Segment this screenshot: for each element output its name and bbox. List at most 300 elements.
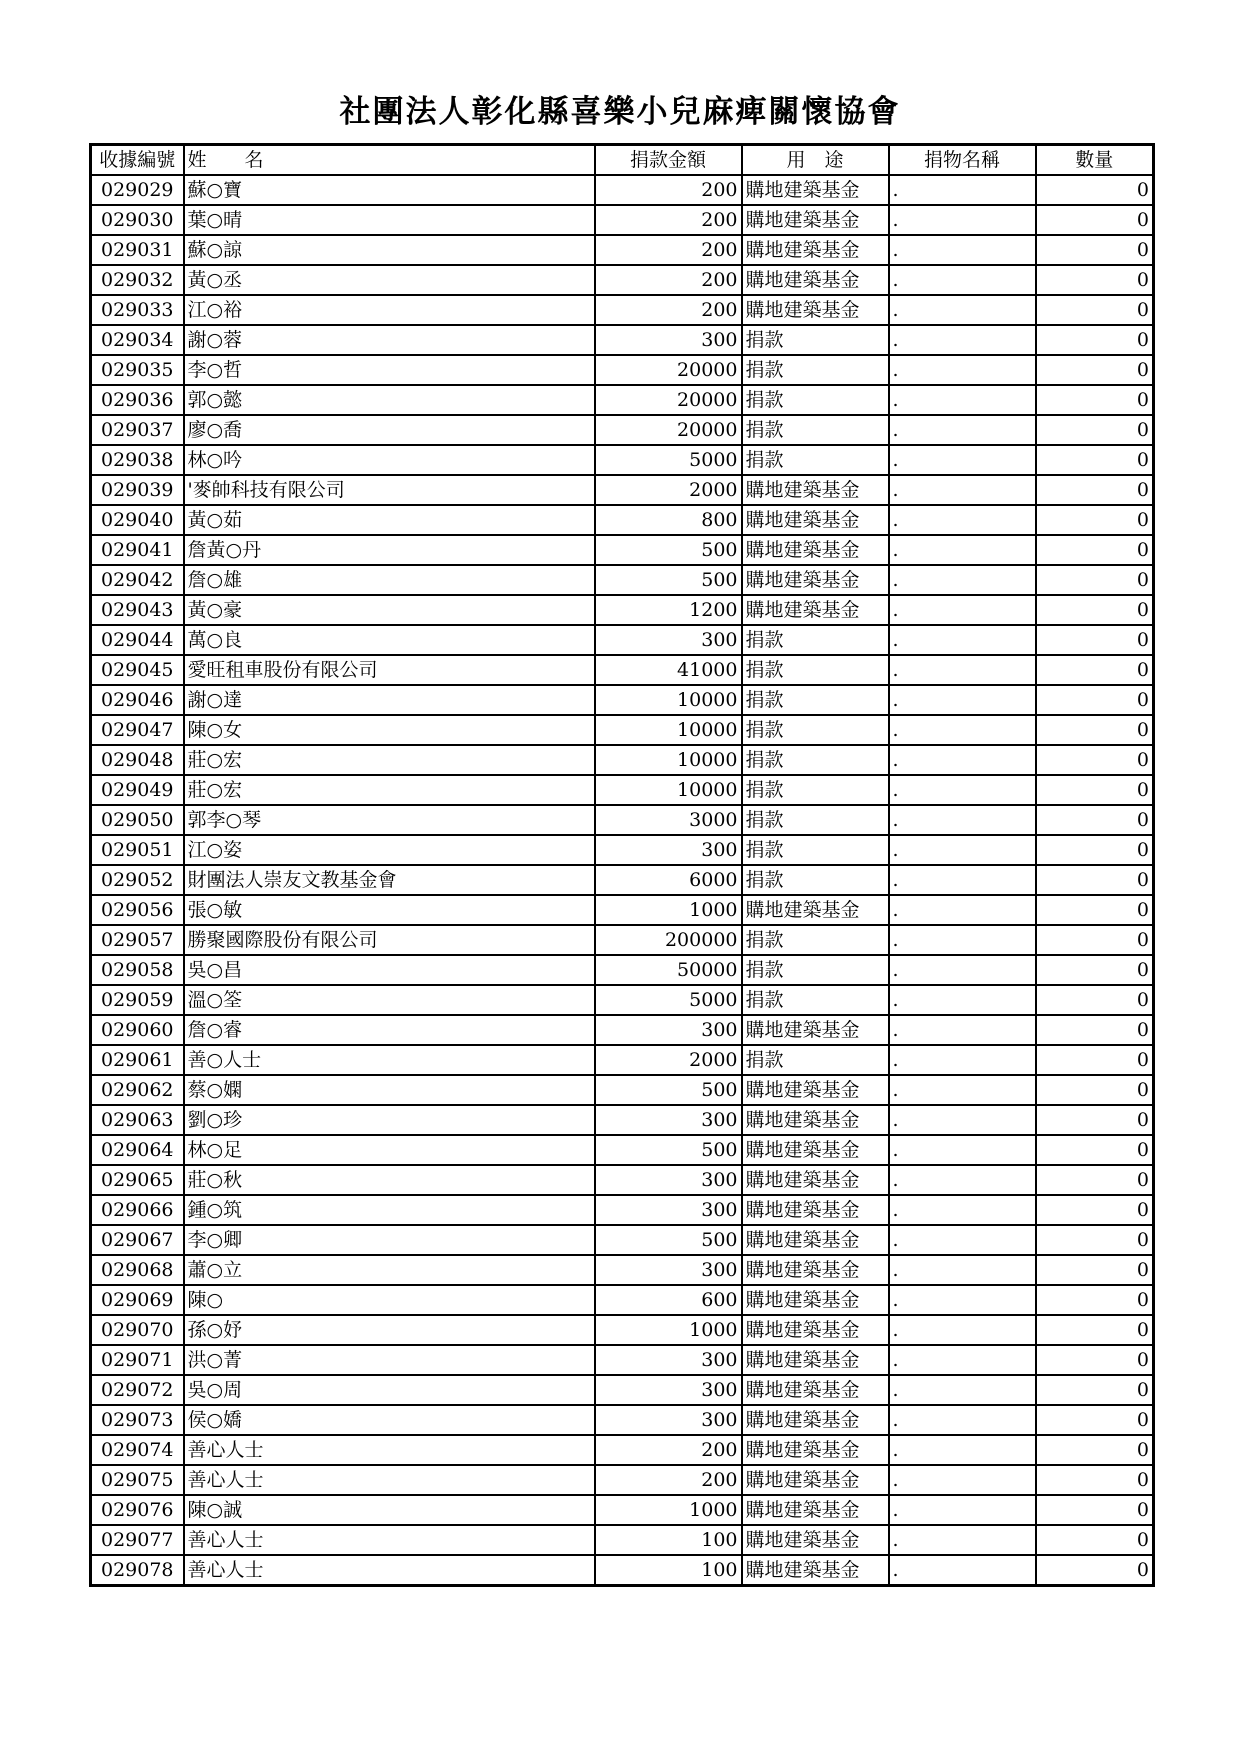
quantity-cell: 0 (1036, 805, 1154, 835)
page-title: 社團法人彰化縣喜樂小兒麻痺關懷協會 (339, 94, 901, 130)
donor-name-cell: 謝○達 (184, 685, 595, 715)
receipt-no-cell: 029039 (91, 475, 184, 505)
table-row (91, 655, 1154, 685)
donor-name-cell: 詹○睿 (184, 1015, 595, 1045)
donor-name-cell: 鍾○筑 (184, 1195, 595, 1225)
receipt-no-cell: 029066 (91, 1195, 184, 1225)
quantity-cell: 0 (1036, 295, 1154, 325)
amount-cell: 200000 (595, 925, 742, 955)
item-name-cell: . (889, 775, 1036, 805)
quantity-cell: 0 (1036, 985, 1154, 1015)
table-row (91, 1045, 1154, 1075)
quantity-cell: 0 (1036, 745, 1154, 775)
quantity-cell: 0 (1036, 835, 1154, 865)
item-name-cell: . (889, 1225, 1036, 1255)
quantity-cell: 0 (1036, 925, 1154, 955)
item-name-cell: . (889, 1345, 1036, 1375)
purpose-cell: 捐款 (742, 865, 889, 895)
quantity-cell: 0 (1036, 1285, 1154, 1315)
amount-cell: 10000 (595, 775, 742, 805)
amount-cell: 300 (595, 1375, 742, 1405)
item-name-cell: . (889, 595, 1036, 625)
receipt-no-cell: 029029 (91, 175, 184, 205)
purpose-cell: 購地建築基金 (742, 565, 889, 595)
table-row (91, 715, 1154, 745)
quantity-cell: 0 (1036, 1435, 1154, 1465)
donor-name-cell: 林○足 (184, 1135, 595, 1165)
item-name-cell: . (889, 985, 1036, 1015)
amount-cell: 300 (595, 835, 742, 865)
amount-cell: 500 (595, 1075, 742, 1105)
table-row (91, 1345, 1154, 1375)
receipt-no-cell: 029061 (91, 1045, 184, 1075)
receipt-no-cell: 029070 (91, 1315, 184, 1345)
purpose-cell: 捐款 (742, 955, 889, 985)
table-row (91, 775, 1154, 805)
donor-name-cell: 蕭○立 (184, 1255, 595, 1285)
purpose-cell: 購地建築基金 (742, 1345, 889, 1375)
item-name-cell: . (889, 295, 1036, 325)
table-row (91, 1195, 1154, 1225)
donor-name-cell: 黃○丞 (184, 265, 595, 295)
table-row (91, 1405, 1154, 1435)
purpose-cell: 捐款 (742, 415, 889, 445)
receipt-no-cell: 029031 (91, 235, 184, 265)
amount-cell: 1200 (595, 595, 742, 625)
amount-cell: 20000 (595, 415, 742, 445)
donor-name-cell: 蔡○嫻 (184, 1075, 595, 1105)
table-row (91, 415, 1154, 445)
receipt-no-cell: 029067 (91, 1225, 184, 1255)
quantity-cell: 0 (1036, 415, 1154, 445)
purpose-cell: 捐款 (742, 325, 889, 355)
header-receipt-no: 收據編號 (91, 145, 184, 176)
item-name-cell: . (889, 625, 1036, 655)
quantity-cell: 0 (1036, 1195, 1154, 1225)
donor-name-cell: 李○哲 (184, 355, 595, 385)
purpose-cell: 購地建築基金 (742, 595, 889, 625)
receipt-no-cell: 029072 (91, 1375, 184, 1405)
quantity-cell: 0 (1036, 865, 1154, 895)
donor-name-cell: 陳○女 (184, 715, 595, 745)
amount-cell: 3000 (595, 805, 742, 835)
quantity-cell: 0 (1036, 535, 1154, 565)
donor-name-cell: 勝聚國際股份有限公司 (184, 925, 595, 955)
purpose-cell: 捐款 (742, 925, 889, 955)
receipt-no-cell: 029033 (91, 295, 184, 325)
amount-cell: 500 (595, 1135, 742, 1165)
table-row (91, 925, 1154, 955)
receipt-no-cell: 029042 (91, 565, 184, 595)
purpose-cell: 購地建築基金 (742, 175, 889, 205)
item-name-cell: . (889, 715, 1036, 745)
purpose-cell: 捐款 (742, 685, 889, 715)
donor-name-cell: 江○裕 (184, 295, 595, 325)
purpose-cell: 購地建築基金 (742, 1375, 889, 1405)
amount-cell: 300 (595, 1105, 742, 1135)
donor-name-cell: 善心人士 (184, 1555, 595, 1586)
item-name-cell: . (889, 1285, 1036, 1315)
amount-cell: 2000 (595, 475, 742, 505)
purpose-cell: 捐款 (742, 625, 889, 655)
quantity-cell: 0 (1036, 235, 1154, 265)
quantity-cell: 0 (1036, 1555, 1154, 1586)
purpose-cell: 購地建築基金 (742, 1225, 889, 1255)
donor-name-cell: 陳○ (184, 1285, 595, 1315)
quantity-cell: 0 (1036, 325, 1154, 355)
amount-cell: 300 (595, 1345, 742, 1375)
purpose-cell: 捐款 (742, 745, 889, 775)
amount-cell: 1000 (595, 1315, 742, 1345)
quantity-cell: 0 (1036, 1105, 1154, 1135)
table-row (91, 1225, 1154, 1255)
purpose-cell: 購地建築基金 (742, 1135, 889, 1165)
table-row (91, 1495, 1154, 1525)
receipt-no-cell: 029036 (91, 385, 184, 415)
item-name-cell: . (889, 475, 1036, 505)
quantity-cell: 0 (1036, 595, 1154, 625)
purpose-cell: 購地建築基金 (742, 295, 889, 325)
donor-name-cell: 吳○周 (184, 1375, 595, 1405)
table-row (91, 235, 1154, 265)
quantity-cell: 0 (1036, 445, 1154, 475)
purpose-cell: 購地建築基金 (742, 1435, 889, 1465)
amount-cell: 10000 (595, 745, 742, 775)
quantity-cell: 0 (1036, 175, 1154, 205)
amount-cell: 20000 (595, 355, 742, 385)
amount-cell: 500 (595, 565, 742, 595)
item-name-cell: . (889, 745, 1036, 775)
item-name-cell: . (889, 1195, 1036, 1225)
item-name-cell: . (889, 265, 1036, 295)
table-row (91, 1375, 1154, 1405)
donor-name-cell: 蘇○諒 (184, 235, 595, 265)
amount-cell: 200 (595, 295, 742, 325)
quantity-cell: 0 (1036, 1015, 1154, 1045)
amount-cell: 2000 (595, 1045, 742, 1075)
amount-cell: 200 (595, 175, 742, 205)
purpose-cell: 捐款 (742, 445, 889, 475)
quantity-cell: 0 (1036, 355, 1154, 385)
donor-name-cell: 善心人士 (184, 1525, 595, 1555)
item-name-cell: . (889, 535, 1036, 565)
donor-name-cell: 善心人士 (184, 1465, 595, 1495)
receipt-no-cell: 029047 (91, 715, 184, 745)
donor-name-cell: 陳○誠 (184, 1495, 595, 1525)
donor-name-cell: 江○姿 (184, 835, 595, 865)
header-item-name: 捐物名稱 (889, 145, 1036, 176)
amount-cell: 5000 (595, 445, 742, 475)
purpose-cell: 購地建築基金 (742, 265, 889, 295)
item-name-cell: . (889, 895, 1036, 925)
table-row (91, 535, 1154, 565)
purpose-cell: 購地建築基金 (742, 1195, 889, 1225)
quantity-cell: 0 (1036, 385, 1154, 415)
table-row (91, 1315, 1154, 1345)
receipt-no-cell: 029049 (91, 775, 184, 805)
table-row (91, 505, 1154, 535)
quantity-cell: 0 (1036, 625, 1154, 655)
purpose-cell: 購地建築基金 (742, 895, 889, 925)
purpose-cell: 購地建築基金 (742, 1465, 889, 1495)
amount-cell: 300 (595, 1405, 742, 1435)
purpose-cell: 購地建築基金 (742, 1525, 889, 1555)
purpose-cell: 捐款 (742, 355, 889, 385)
quantity-cell: 0 (1036, 1345, 1154, 1375)
table-row (91, 175, 1154, 205)
donor-name-cell: 李○卿 (184, 1225, 595, 1255)
item-name-cell: . (889, 1405, 1036, 1435)
table-row (91, 835, 1154, 865)
quantity-cell: 0 (1036, 505, 1154, 535)
table-row (91, 355, 1154, 385)
table-row (91, 1255, 1154, 1285)
quantity-cell: 0 (1036, 565, 1154, 595)
table-row (91, 865, 1154, 895)
table-row (91, 295, 1154, 325)
table-row (91, 445, 1154, 475)
table-row (91, 1465, 1154, 1495)
table-row (91, 685, 1154, 715)
item-name-cell: . (889, 205, 1036, 235)
purpose-cell: 捐款 (742, 805, 889, 835)
receipt-no-cell: 029046 (91, 685, 184, 715)
item-name-cell: . (889, 385, 1036, 415)
receipt-no-cell: 029060 (91, 1015, 184, 1045)
quantity-cell: 0 (1036, 655, 1154, 685)
donor-name-cell: 林○吟 (184, 445, 595, 475)
receipt-no-cell: 029063 (91, 1105, 184, 1135)
receipt-no-cell: 029074 (91, 1435, 184, 1465)
purpose-cell: 捐款 (742, 985, 889, 1015)
receipt-no-cell: 029062 (91, 1075, 184, 1105)
receipt-no-cell: 029035 (91, 355, 184, 385)
donor-name-cell: 葉○晴 (184, 205, 595, 235)
table-row (91, 625, 1154, 655)
donor-name-cell: 郭○懿 (184, 385, 595, 415)
donor-name-cell: 郭李○琴 (184, 805, 595, 835)
purpose-cell: 捐款 (742, 1045, 889, 1075)
item-name-cell: . (889, 175, 1036, 205)
receipt-no-cell: 029064 (91, 1135, 184, 1165)
table-row (91, 895, 1154, 925)
item-name-cell: . (889, 235, 1036, 265)
table-row (91, 1525, 1154, 1555)
receipt-no-cell: 029065 (91, 1165, 184, 1195)
item-name-cell: . (889, 1525, 1036, 1555)
amount-cell: 200 (595, 1465, 742, 1495)
quantity-cell: 0 (1036, 955, 1154, 985)
receipt-no-cell: 029068 (91, 1255, 184, 1285)
receipt-no-cell: 029057 (91, 925, 184, 955)
item-name-cell: . (889, 565, 1036, 595)
receipt-no-cell: 029045 (91, 655, 184, 685)
item-name-cell: . (889, 355, 1036, 385)
receipt-no-cell: 029051 (91, 835, 184, 865)
quantity-cell: 0 (1036, 1405, 1154, 1435)
table-row (91, 985, 1154, 1015)
item-name-cell: . (889, 505, 1036, 535)
donor-name-cell: 財團法人崇友文教基金會 (184, 865, 595, 895)
donor-name-cell: 莊○宏 (184, 775, 595, 805)
purpose-cell: 購地建築基金 (742, 235, 889, 265)
receipt-no-cell: 029071 (91, 1345, 184, 1375)
receipt-no-cell: 029078 (91, 1555, 184, 1586)
item-name-cell: . (889, 925, 1036, 955)
purpose-cell: 購地建築基金 (742, 1555, 889, 1586)
table-row (91, 1555, 1154, 1586)
purpose-cell: 購地建築基金 (742, 1405, 889, 1435)
purpose-cell: 捐款 (742, 835, 889, 865)
donor-name-cell: 莊○秋 (184, 1165, 595, 1195)
table-row (91, 745, 1154, 775)
donor-name-cell: 孫○妤 (184, 1315, 595, 1345)
receipt-no-cell: 029075 (91, 1465, 184, 1495)
quantity-cell: 0 (1036, 205, 1154, 235)
amount-cell: 500 (595, 1225, 742, 1255)
donor-name-cell: 詹黃○丹 (184, 535, 595, 565)
purpose-cell: 購地建築基金 (742, 1495, 889, 1525)
amount-cell: 200 (595, 1435, 742, 1465)
header-amount: 捐款金額 (595, 145, 742, 176)
receipt-no-cell: 029073 (91, 1405, 184, 1435)
amount-cell: 200 (595, 235, 742, 265)
item-name-cell: . (889, 1015, 1036, 1045)
receipt-no-cell: 029052 (91, 865, 184, 895)
receipt-no-cell: 029059 (91, 985, 184, 1015)
receipt-no-cell: 029069 (91, 1285, 184, 1315)
quantity-cell: 0 (1036, 1225, 1154, 1255)
item-name-cell: . (889, 655, 1036, 685)
purpose-cell: 購地建築基金 (742, 1165, 889, 1195)
table-row (91, 1015, 1154, 1045)
table-row (91, 1075, 1154, 1105)
receipt-no-cell: 029048 (91, 745, 184, 775)
item-name-cell: . (889, 1105, 1036, 1135)
purpose-cell: 購地建築基金 (742, 475, 889, 505)
item-name-cell: . (889, 1465, 1036, 1495)
item-name-cell: . (889, 865, 1036, 895)
donor-name-cell: 善○人士 (184, 1045, 595, 1075)
purpose-cell: 購地建築基金 (742, 505, 889, 535)
amount-cell: 20000 (595, 385, 742, 415)
purpose-cell: 購地建築基金 (742, 1285, 889, 1315)
receipt-no-cell: 029041 (91, 535, 184, 565)
amount-cell: 100 (595, 1555, 742, 1586)
quantity-cell: 0 (1036, 1375, 1154, 1405)
donor-name-cell: 黃○豪 (184, 595, 595, 625)
table-row (91, 325, 1154, 355)
item-name-cell: . (889, 1135, 1036, 1165)
donor-name-cell: 謝○蓉 (184, 325, 595, 355)
table-row (91, 1165, 1154, 1195)
purpose-cell: 購地建築基金 (742, 205, 889, 235)
receipt-no-cell: 029076 (91, 1495, 184, 1525)
item-name-cell: . (889, 805, 1036, 835)
table-header-row (91, 145, 1154, 176)
amount-cell: 10000 (595, 715, 742, 745)
receipt-no-cell: 029032 (91, 265, 184, 295)
table-row (91, 385, 1154, 415)
purpose-cell: 購地建築基金 (742, 1105, 889, 1135)
purpose-cell: 捐款 (742, 385, 889, 415)
amount-cell: 800 (595, 505, 742, 535)
donor-name-cell: 莊○宏 (184, 745, 595, 775)
item-name-cell: . (889, 1045, 1036, 1075)
donor-name-cell: 溫○筌 (184, 985, 595, 1015)
table-row (91, 565, 1154, 595)
table-row (91, 205, 1154, 235)
item-name-cell: . (889, 835, 1036, 865)
receipt-no-cell: 029038 (91, 445, 184, 475)
header-quantity: 數量 (1036, 145, 1154, 176)
amount-cell: 500 (595, 535, 742, 565)
donor-name-cell: 蘇○寶 (184, 175, 595, 205)
item-name-cell: . (889, 1375, 1036, 1405)
receipt-no-cell: 029050 (91, 805, 184, 835)
item-name-cell: . (889, 1495, 1036, 1525)
table-row (91, 1105, 1154, 1135)
item-name-cell: . (889, 1435, 1036, 1465)
quantity-cell: 0 (1036, 475, 1154, 505)
receipt-no-cell: 029034 (91, 325, 184, 355)
receipt-no-cell: 029037 (91, 415, 184, 445)
donor-name-cell: '麥帥科技有限公司 (184, 475, 595, 505)
quantity-cell: 0 (1036, 775, 1154, 805)
amount-cell: 600 (595, 1285, 742, 1315)
table-row (91, 475, 1154, 505)
donor-name-cell: 洪○菁 (184, 1345, 595, 1375)
purpose-cell: 捐款 (742, 715, 889, 745)
receipt-no-cell: 029058 (91, 955, 184, 985)
donor-name-cell: 善心人士 (184, 1435, 595, 1465)
donor-name-cell: 黃○茹 (184, 505, 595, 535)
quantity-cell: 0 (1036, 1495, 1154, 1525)
quantity-cell: 0 (1036, 1135, 1154, 1165)
donation-table (89, 143, 1155, 1587)
amount-cell: 1000 (595, 1495, 742, 1525)
item-name-cell: . (889, 1315, 1036, 1345)
header-purpose: 用 途 (742, 145, 889, 176)
purpose-cell: 購地建築基金 (742, 1075, 889, 1105)
amount-cell: 300 (595, 1255, 742, 1285)
table-body (91, 175, 1154, 1586)
donor-name-cell: 劉○珍 (184, 1105, 595, 1135)
header-name: 姓 名 (184, 145, 595, 176)
item-name-cell: . (889, 685, 1036, 715)
item-name-cell: . (889, 955, 1036, 985)
purpose-cell: 購地建築基金 (742, 1255, 889, 1285)
receipt-no-cell: 029043 (91, 595, 184, 625)
donor-name-cell: 吳○昌 (184, 955, 595, 985)
amount-cell: 50000 (595, 955, 742, 985)
donor-name-cell: 愛旺租車股份有限公司 (184, 655, 595, 685)
donor-name-cell: 侯○嬌 (184, 1405, 595, 1435)
receipt-no-cell: 029030 (91, 205, 184, 235)
purpose-cell: 捐款 (742, 775, 889, 805)
quantity-cell: 0 (1036, 1315, 1154, 1345)
purpose-cell: 購地建築基金 (742, 1015, 889, 1045)
table-row (91, 805, 1154, 835)
purpose-cell: 捐款 (742, 655, 889, 685)
purpose-cell: 購地建築基金 (742, 1315, 889, 1345)
amount-cell: 200 (595, 205, 742, 235)
amount-cell: 300 (595, 625, 742, 655)
table-row (91, 955, 1154, 985)
receipt-no-cell: 029077 (91, 1525, 184, 1555)
quantity-cell: 0 (1036, 1045, 1154, 1075)
quantity-cell: 0 (1036, 895, 1154, 925)
